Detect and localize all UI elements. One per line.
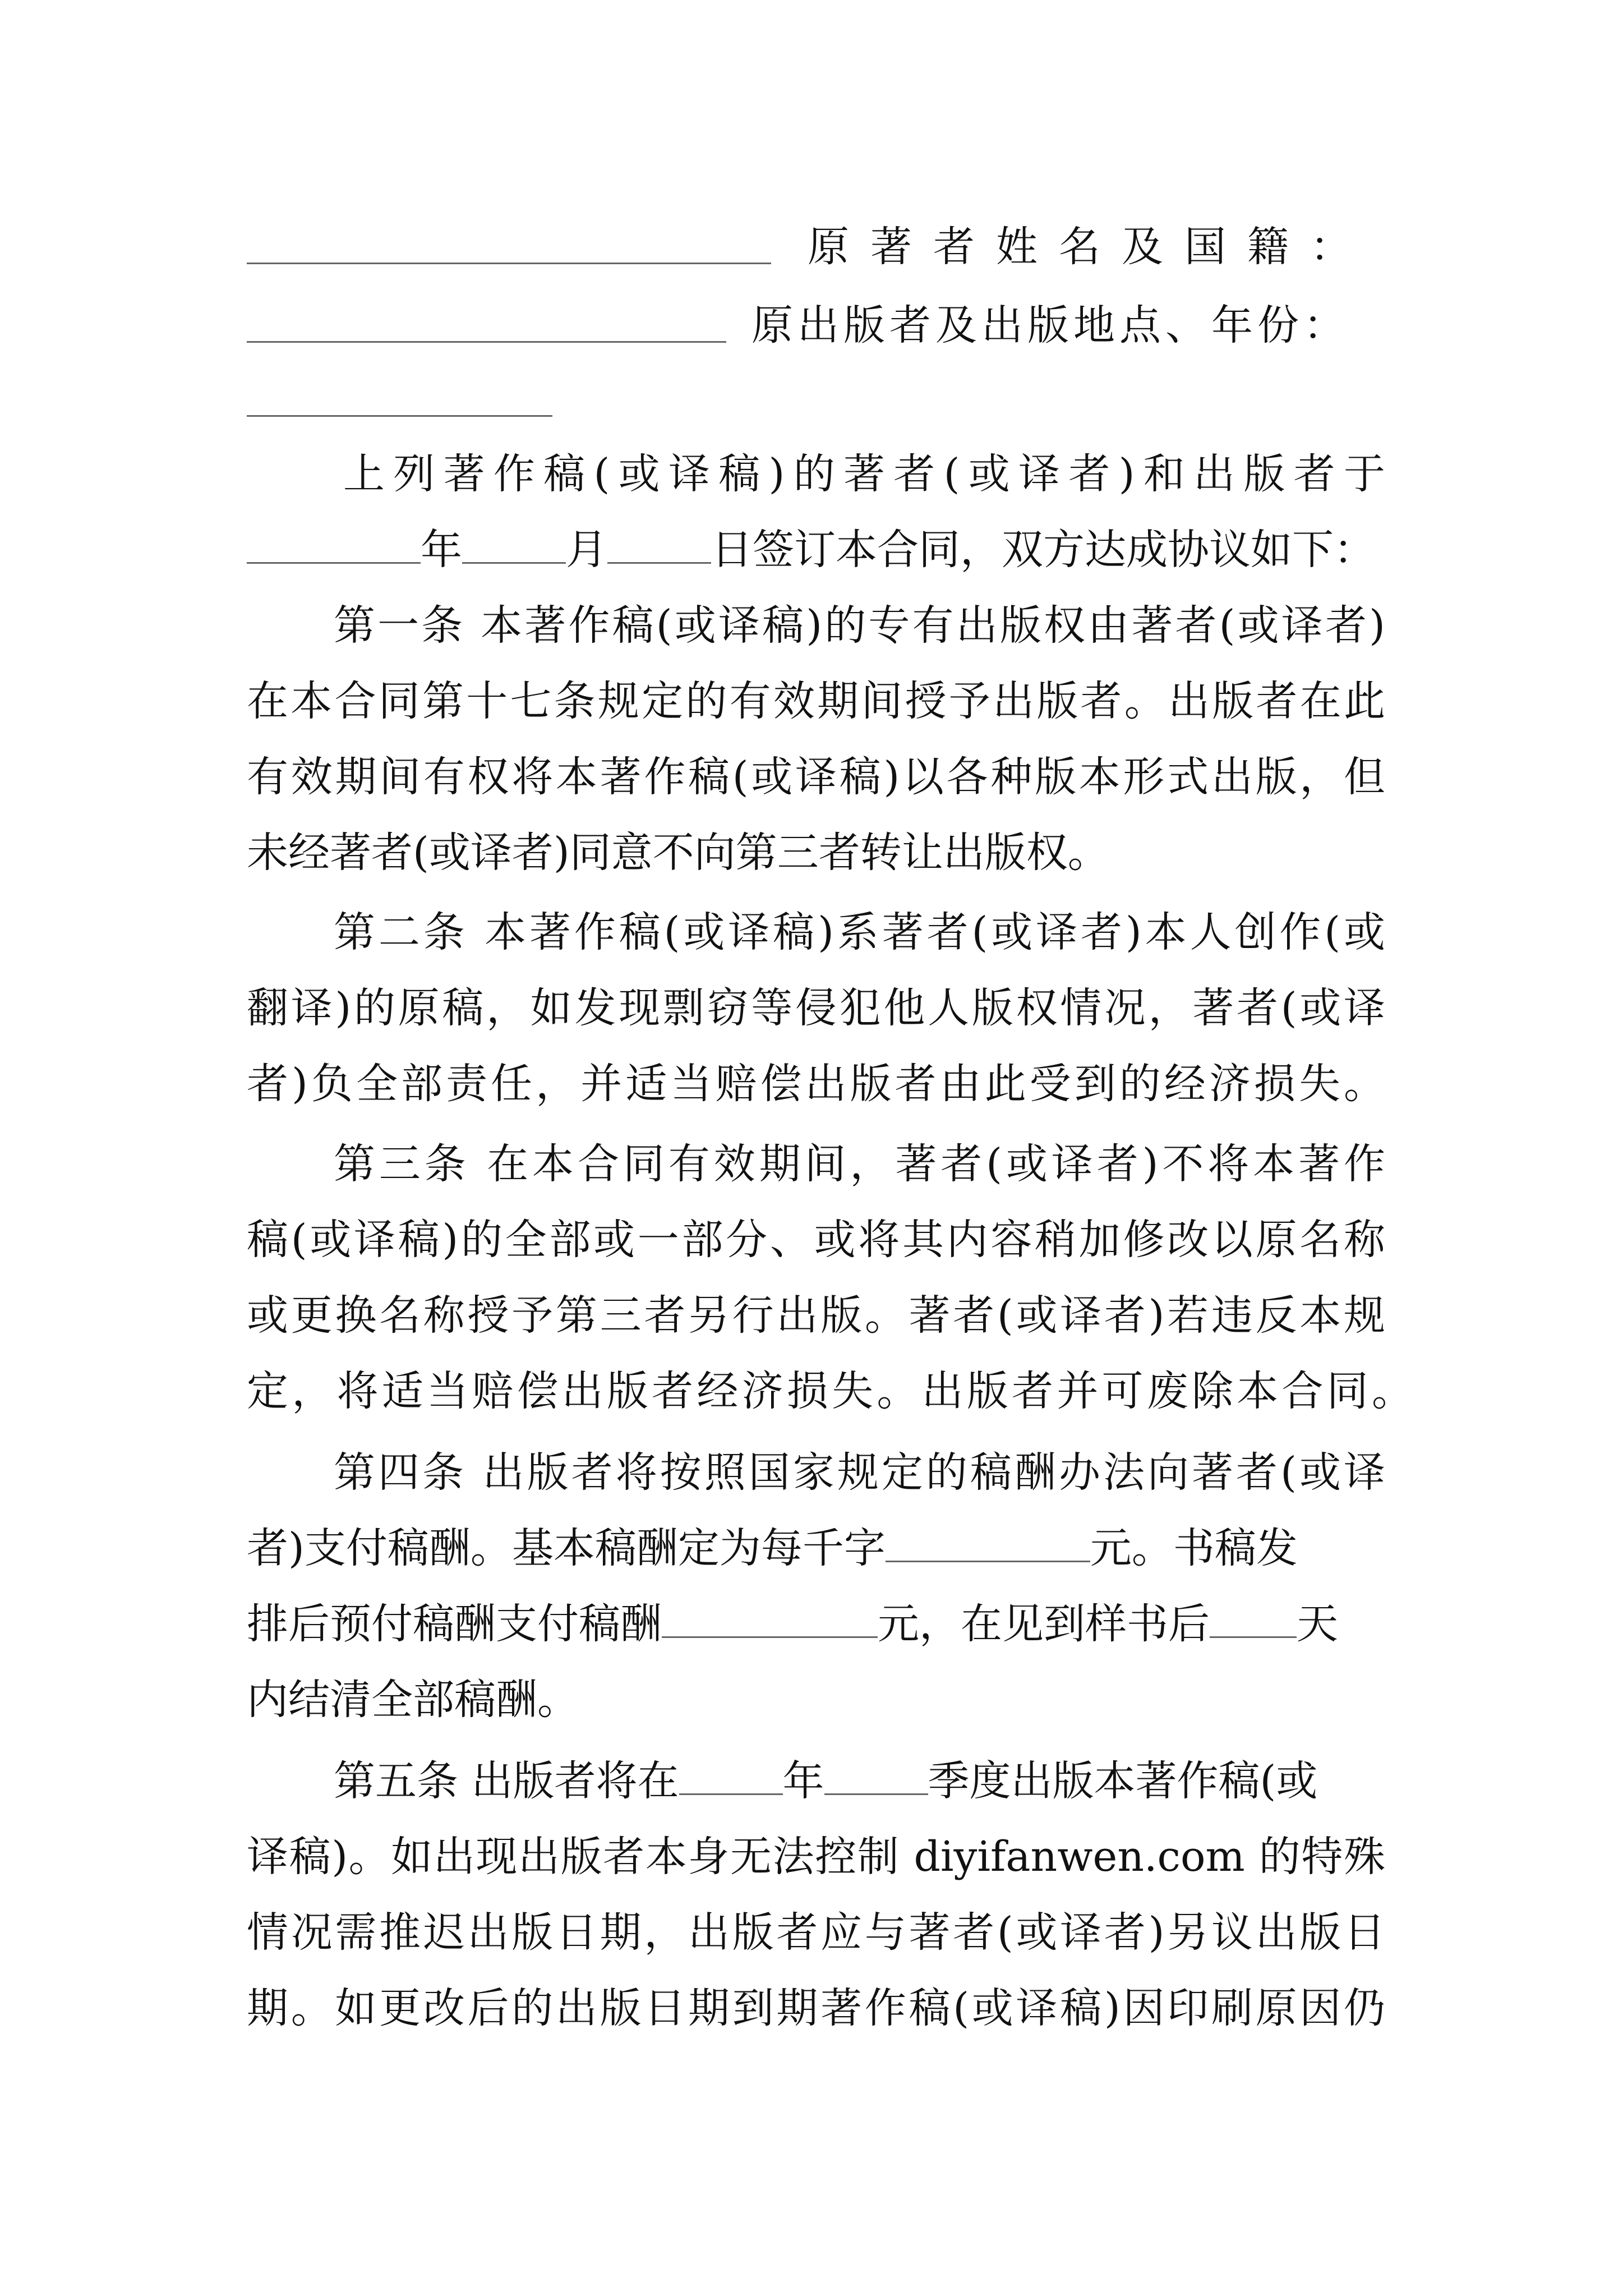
article-1-line-1: 第一条 本著作稿(或译稿)的专有出版权由著者(或译者) — [334, 601, 1385, 650]
publish-year-blank — [679, 1757, 783, 1795]
month-blank — [462, 526, 566, 564]
article-3-line-1: 第三条 在本合同有效期间，著者(或译者)不将本著作 — [334, 1140, 1385, 1188]
day-blank — [607, 526, 711, 564]
article-5-line-3: 情况需推迟出版日期，出版者应与著者(或译者)另议出版日 — [247, 1908, 1385, 1957]
article-2-line-3: 者)负全部责任，并适当赔偿出版者由此受到的经济损失。 — [247, 1060, 1385, 1108]
article-3-line-4: 定，将适当赔偿出版者经济损失。出版者并可废除本合同。 — [247, 1367, 1413, 1415]
intro-line-1: 上列著作稿(或译稿)的著者(或译者)和出版者于 — [343, 450, 1385, 498]
article-4-line-3: 排后预付稿酬支付稿酬 元，在见到样书后 天 — [247, 1600, 1338, 1648]
article-1-line-4: 未经著者(或译者)同意不向第三者转让出版权。 — [247, 829, 1109, 877]
article-2-line-1: 第二条 本著作稿(或译稿)系著者(或译者)本人创作(或 — [334, 908, 1385, 956]
article-2-line-2: 翻译)的原稿，如发现剽窃等侵犯他人版权情况，著者(或译 — [247, 984, 1385, 1032]
publisher-blank-line — [247, 341, 726, 343]
advance-payment-blank — [662, 1600, 878, 1638]
intro-line-2: 年 月 日签订本合同，双方达成协议如下： — [247, 522, 1385, 578]
article-1-line-2: 在本合同第十七条规定的有效期间授予出版者。出版者在此 — [247, 677, 1385, 725]
article-4-line-1: 第四条 出版者将按照国家规定的稿酬办法向著者(或译 — [334, 1448, 1385, 1497]
year-blank — [247, 526, 421, 564]
article-4-line-4: 内结清全部稿酬。 — [247, 1676, 579, 1724]
publish-quarter-blank — [824, 1757, 928, 1795]
article-3-line-2: 稿(或译稿)的全部或一部分、或将其内容稍加修改以原名称 — [247, 1216, 1385, 1264]
article-5-line-2: 译稿)。如出现出版者本身无法控制 diyifanwen.com 的特殊 — [247, 1833, 1385, 1881]
article-3-line-3: 或更换名称授予第三者另行出版。著者(或译者)若违反本规 — [247, 1291, 1385, 1340]
article-5-line-1: 第五条 出版者将在 年 季度出版本著作稿(或 — [334, 1757, 1318, 1805]
per-thousand-rate-blank — [886, 1525, 1090, 1562]
settlement-days-blank — [1210, 1600, 1297, 1638]
place-year-blank-line — [247, 415, 552, 417]
author-blank-line — [247, 263, 771, 264]
article-1-line-3: 有效期间有权将本著作稿(或译稿)以各种版本形式出版，但 — [247, 753, 1385, 801]
original-author-label: 原著者姓名及国籍： — [808, 223, 1373, 271]
article-4-line-2: 者)支付稿酬。基本稿酬定为每千字 元。书稿发 — [247, 1524, 1298, 1572]
original-publisher-label: 原出版者及出版地点、年份： — [751, 301, 1349, 349]
article-5-line-4: 期。如更改后的出版日期到期著作稿(或译稿)因印刷原因仍 — [247, 1984, 1385, 2032]
